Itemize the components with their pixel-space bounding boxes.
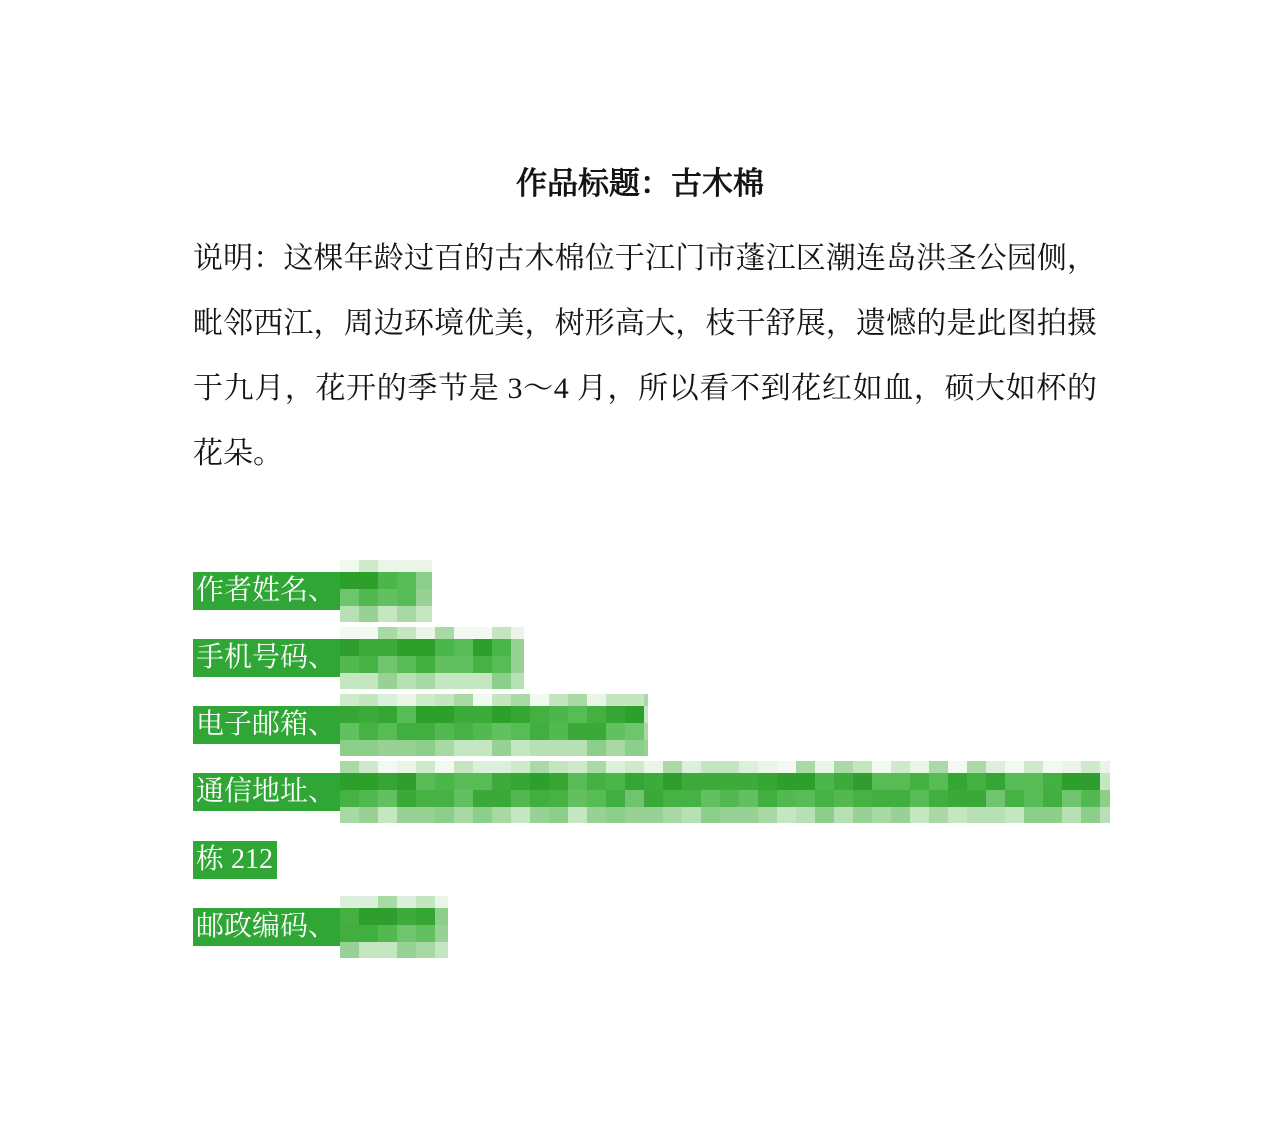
field-label-mailing-address: 通信地址、 bbox=[193, 773, 340, 811]
description-line-4: 花朵。 bbox=[193, 437, 283, 470]
field-row-postal-code bbox=[193, 908, 448, 958]
field-label-address-continued: 栋 212 bbox=[193, 841, 277, 879]
field-label-postal-code: 邮政编码、 bbox=[193, 908, 340, 946]
field-label-mobile-phone: 手机号码、 bbox=[193, 639, 340, 677]
description-paragraph bbox=[193, 226, 1097, 486]
redacted-value-mosaic-mailing-address bbox=[340, 761, 1110, 823]
redacted-value-mosaic-author-name bbox=[340, 560, 432, 622]
description-line-1: 说明：这棵年龄过百的古木棉位于江门市蓬江区潮连岛洪圣公园侧， bbox=[193, 242, 1097, 275]
field-row-address-continued bbox=[193, 841, 277, 879]
field-row-mobile-phone bbox=[193, 639, 524, 689]
field-row-author-name bbox=[193, 572, 432, 622]
document-title: 作品标题：古木棉 bbox=[516, 166, 764, 201]
redacted-value-mosaic-email bbox=[340, 694, 648, 756]
field-label-author-name: 作者姓名、 bbox=[193, 572, 340, 610]
field-row-mailing-address bbox=[193, 773, 1110, 823]
description-line-2: 毗邻西江，周边环境优美，树形高大，枝干舒展，遗憾的是此图拍摄 bbox=[193, 307, 1097, 340]
redacted-value-mosaic-mobile-phone bbox=[340, 627, 524, 689]
field-row-email bbox=[193, 706, 648, 756]
field-label-email: 电子邮箱、 bbox=[193, 706, 340, 744]
redacted-value-mosaic-postal-code bbox=[340, 896, 448, 958]
description-line-3: 于九月，花开的季节是 3～4 月，所以看不到花红如血，硕大如杯的 bbox=[193, 372, 1097, 405]
